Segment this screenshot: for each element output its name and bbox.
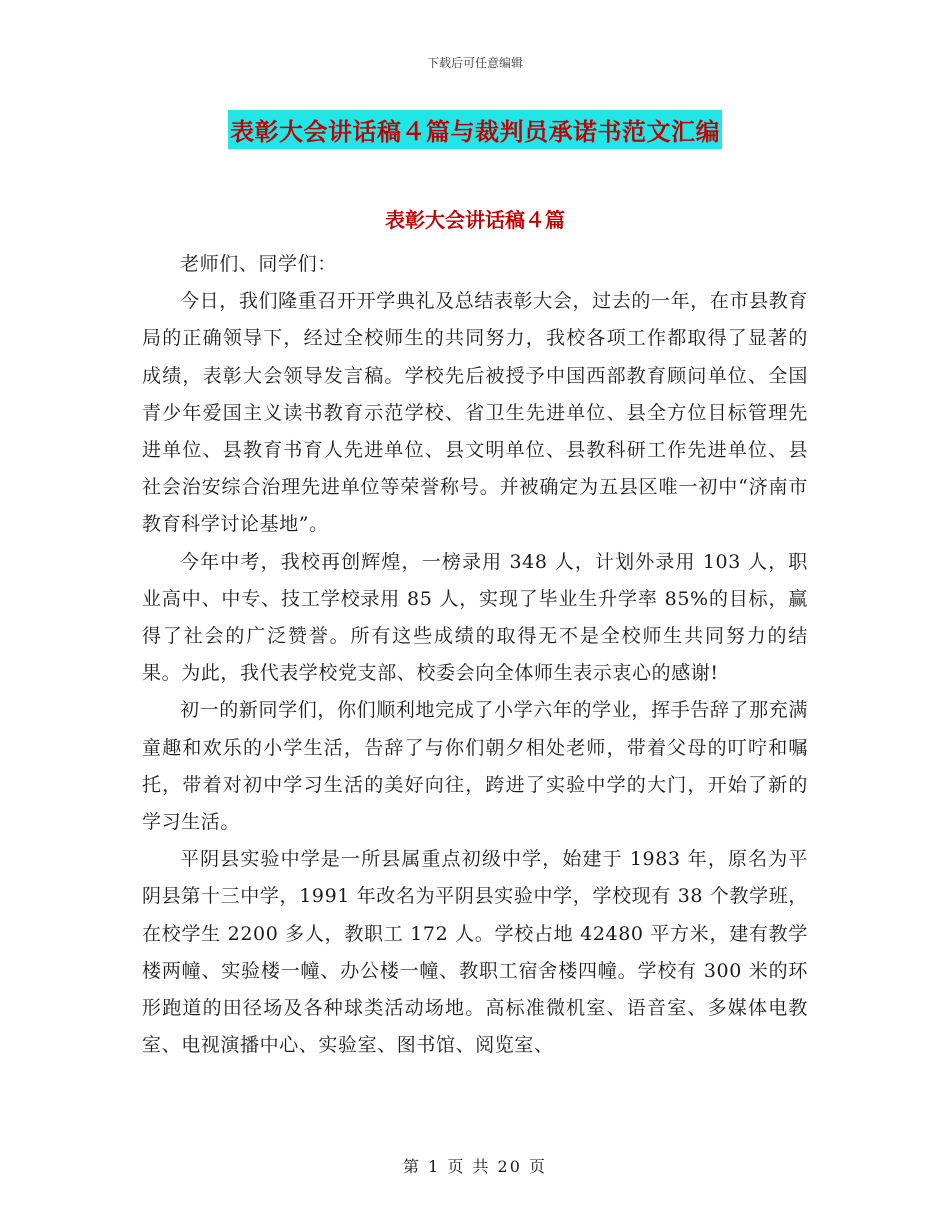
paragraph: 平阴县实验中学是一所县属重点初级中学，始建于 1983 年，原名为平阴县第十三中学，1991 年改名为平阴县实验中学，学校现有 38 个教学班，在校学生 2200 多人，教职工 172 人。学校占地 42480 平方米，建有教学楼两幢、实验楼一幢、办公楼一幢、教职工宿舍楼四幢。学校有 300 米的环形跑道的田径场及各种球类活动场地。高标准微机室、语音室、多媒体电教室、电视演播中心、实验室、图书馆、阅览室、 xyxy=(142,848,808,1057)
paragraph: 今日，我们隆重召开开学典礼及总结表彰大会，过去的一年，在市县教育局的正确领导下，经过全校师生的共同努力，我校各项工作都取得了显著的成绩，表彰大会领导发言稿。学校先后被授予中国西部教育顾问单位、全国青少年爱国主义读书教育示范学校、省卫生先进单位、县全方位目标管理先进单位、县教育书育人先进单位、县文明单位、县教科研工作先进单位、县社会治安综合治理先进单位等荣誉称号。并被确定为五县区唯一初中“济南市教育科学讨论基地”。 xyxy=(142,290,808,536)
section-title: 表彰大会讲话稿４篇 xyxy=(385,208,565,232)
paragraph: 初一的新同学们，你们顺利地完成了小学六年的学业，挥手告辞了那充满童趣和欢乐的小学生活，告辞了与你们朝夕相处老师，带着父母的叮咛和嘱托，带着对初中学习生活的美好向往，跨进了实验中学的大门，开始了新的学习生活。 xyxy=(142,699,808,834)
main-title: 表彰大会讲话稿４篇与裁判员承诺书范文汇编 xyxy=(228,110,722,149)
page-footer: 第 1 页 共 20 页 xyxy=(403,1157,547,1176)
salutation: 老师们、同学们： xyxy=(180,253,337,275)
body-text xyxy=(142,246,808,1064)
header-note: 下载后可任意编辑 xyxy=(426,56,523,70)
paragraph: 今年中考，我校再创辉煌，一榜录用 348 人，计划外录用 103 人，职业高中、中专、技工学校录用 85 人，实现了毕业生升学率 85%的目标，赢得了社会的广泛赞誉。所有这些成绩的取得无不是全校师生共同努力的结果。为此，我代表学校党支部、校委会向全体师生表示衷心的感谢! xyxy=(142,550,808,685)
main-title-wrap xyxy=(0,110,950,149)
